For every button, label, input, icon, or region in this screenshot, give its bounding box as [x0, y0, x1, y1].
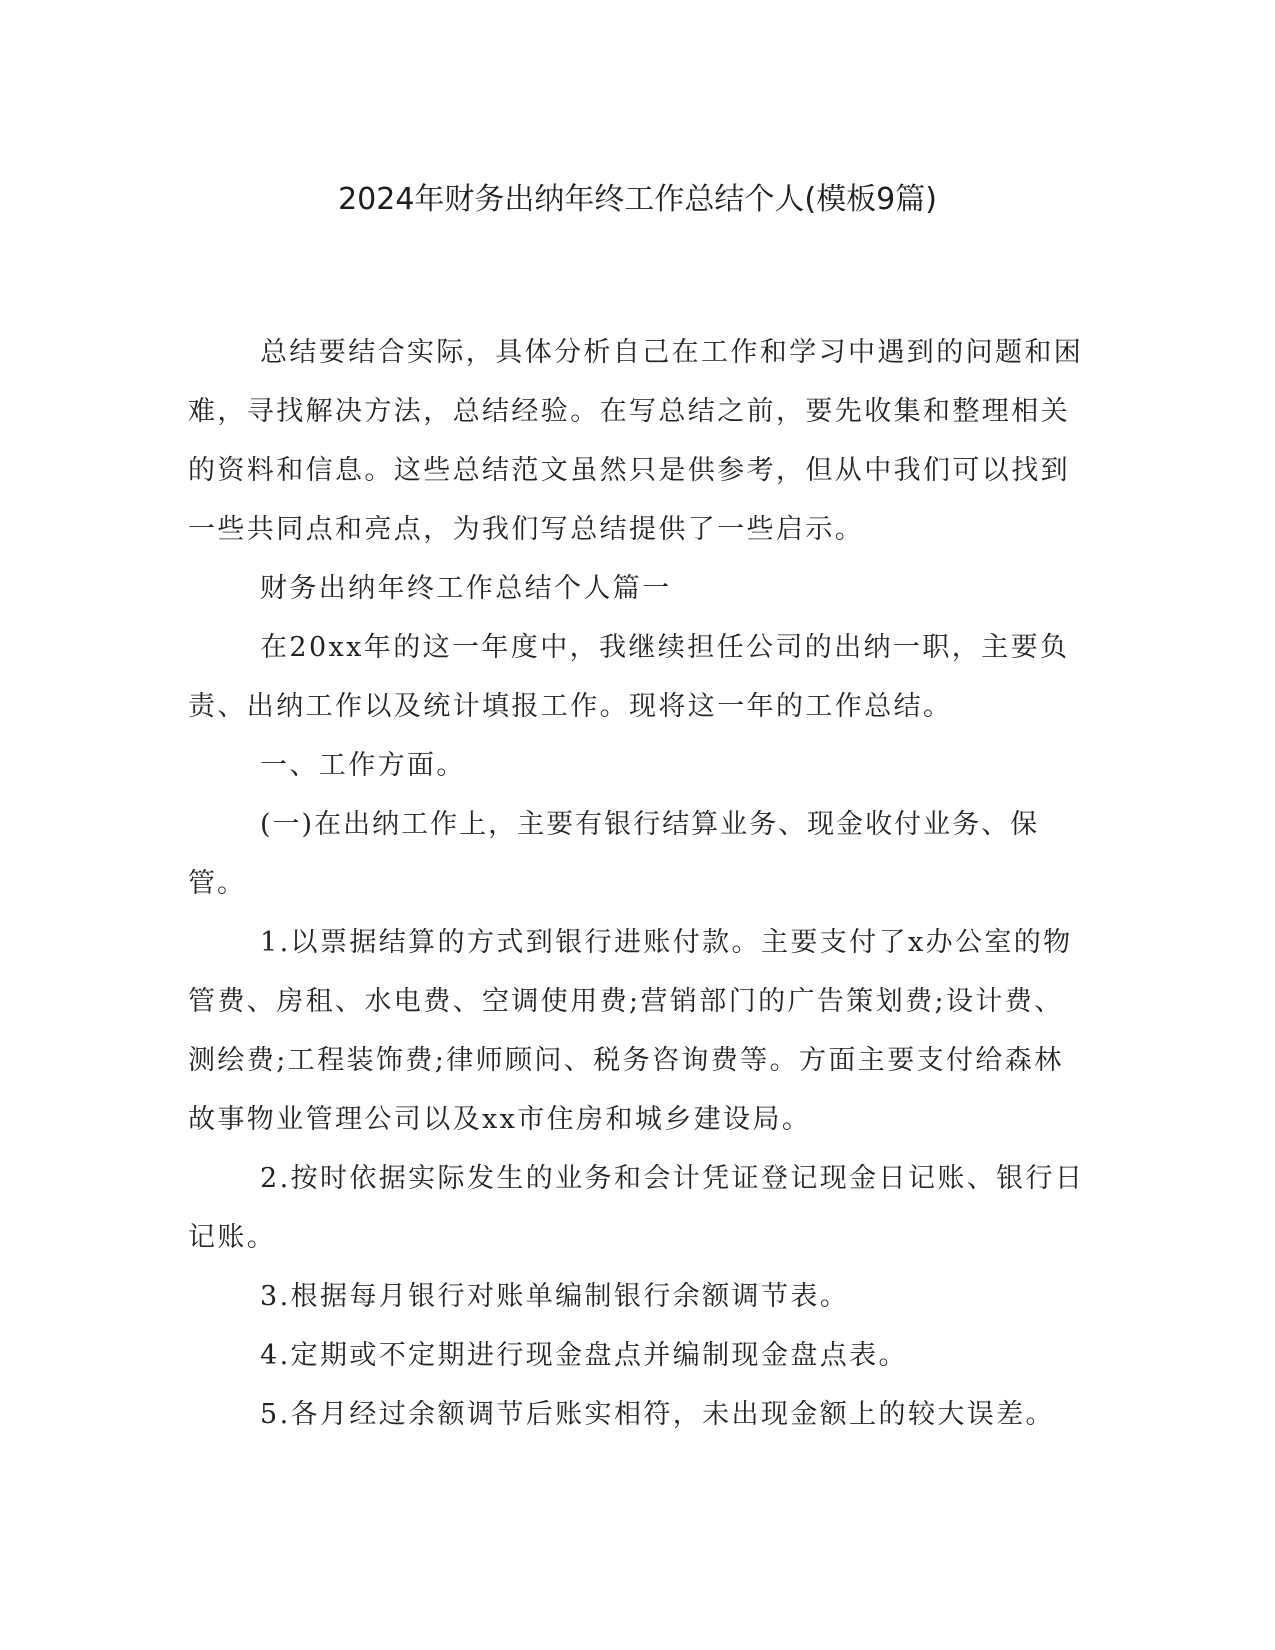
paragraph-intro: 总结要结合实际，具体分析自己在工作和学习中遇到的问题和困难，寻找解决方法，总结经验。在写总结之前，要先收集和整理相关的资料和信息。这些总结范文虽然只是供参考，但从中我们可以找到一些共同点和亮点，为我们写总结提供了一些启示。: [188, 337, 1084, 545]
document-body: [188, 323, 1088, 1444]
paragraph-item-2: 2.按时依据实际发生的业务和会计凭证登记现金日记账、银行日记账。: [188, 1163, 1085, 1253]
paragraph-cashier-work: (一)在出纳工作上，主要有银行结算业务、现金收付业务、保管。: [188, 809, 1040, 899]
paragraph-item-5: 5.各月经过余额调节后账实相符，未出现金额上的较大误差。: [260, 1399, 1055, 1430]
paragraph-item-3: 3.根据每月银行对账单编制银行余额调节表。: [260, 1281, 850, 1312]
paragraph-work-aspect: 一、工作方面。: [260, 750, 466, 781]
document-title: 2024年财务出纳年终工作总结个人(模板9篇): [338, 182, 937, 217]
paragraph-overview: 在20xx年的这一年度中，我继续担任公司的出纳一职，主要负责、出纳工作以及统计填报工作。现将这一年的工作总结。: [188, 632, 1070, 722]
paragraph-item-1: 1.以票据结算的方式到银行进账付款。主要支付了x办公室的物管费、房租、水电费、空调使用费;营销部门的广告策划费;设计费、测绘费;工程装饰费;律师顾问、税务咨询费等。方面主要支付给森林故事物业管理公司以及xx市住房和城乡建设局。: [188, 927, 1073, 1135]
paragraph-item-4: 4.定期或不定期进行现金盘点并编制现金盘点表。: [260, 1340, 908, 1371]
paragraph-section-heading: 财务出纳年终工作总结个人篇一: [260, 573, 672, 604]
